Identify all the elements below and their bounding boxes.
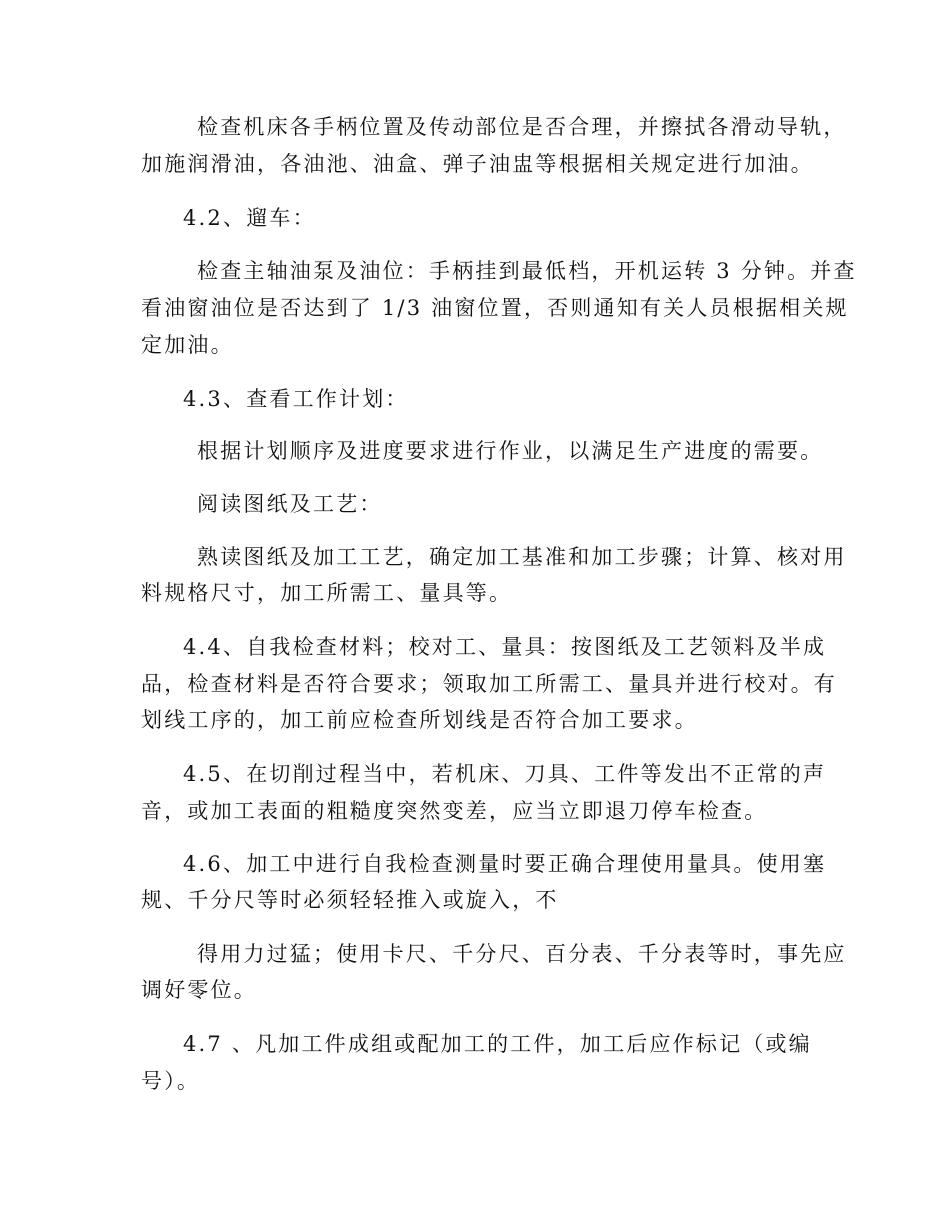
- paragraph-line: 加施润滑油，各油池、油盒、弹子油盅等根据相关规定进行加油。: [141, 152, 814, 176]
- paragraph-line: 音，或加工表面的粗糙度突然变差，应当立即退刀停车检查。: [141, 799, 768, 823]
- paragraph-line: 划线工序的，加工前应检查所划线是否符合加工要求。: [141, 708, 698, 732]
- paragraph-line: 4.6、加工中进行自我检查测量时要正确合理使用量具。使用塞: [183, 852, 827, 876]
- paragraph-line: 调好零位。: [141, 978, 257, 1002]
- paragraph-line: 料规格尺寸，加工所需工、量具等。: [141, 581, 513, 605]
- paragraph-line: 定加油。: [141, 333, 234, 357]
- paragraph-line: 检查机床各手柄位置及传动部位是否合理，并擦拭各滑动导轨，: [197, 115, 847, 139]
- section-heading: 4.3、查看工作计划：: [183, 387, 409, 411]
- paragraph-line: 号）。: [141, 1069, 201, 1093]
- paragraph-line: 得用力过猛；使用卡尺、千分尺、百分表、千分表等时，事先应: [197, 942, 847, 966]
- paragraph-line: 4.4、自我检查材料；校对工、量具：按图纸及工艺领料及半成: [183, 635, 827, 659]
- paragraph-line: 4.7 、凡加工件成组或配加工的工件，加工后应作标记（或编: [183, 1032, 812, 1056]
- paragraph-line: 阅读图纸及工艺：: [197, 492, 383, 516]
- paragraph-line: 熟读图纸及加工工艺，确定加工基准和加工步骤；计算、核对用: [197, 545, 847, 569]
- paragraph-line: 看油窗油位是否达到了 1/3 油窗位置，否则通知有关人员根据相关规: [141, 296, 849, 320]
- paragraph-line: 品，检查材料是否符合要求；领取加工所需工、量具并进行校对。有: [141, 672, 837, 696]
- paragraph-line: 根据计划顺序及进度要求进行作业，以满足生产进度的需要。: [197, 439, 824, 463]
- paragraph-line: 检查主轴油泵及油位：手柄挂到最低档，开机运转 3 分钟。并查: [197, 259, 857, 283]
- paragraph-line: 4.5、在切削过程当中，若机床、刀具、工件等发出不正常的声: [183, 762, 827, 786]
- paragraph-line: 规、千分尺等时必须轻轻推入或旋入，不: [141, 888, 559, 912]
- section-heading: 4.2、遛车：: [183, 206, 316, 230]
